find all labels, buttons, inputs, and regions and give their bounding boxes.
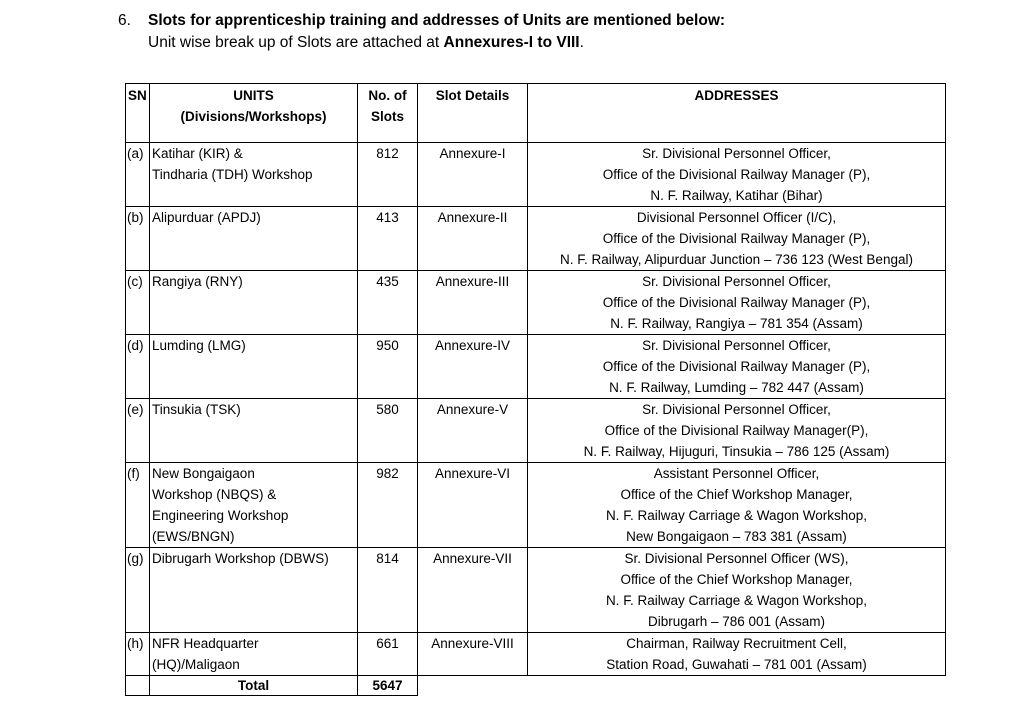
row-sn: (e) — [126, 399, 150, 463]
total-slots: 5647 — [358, 676, 418, 696]
row-unit-line: Lumding (LMG) — [152, 338, 246, 353]
row-slots: 580 — [358, 399, 418, 463]
row-address-line: Dibrugarh – 786 001 (Assam) — [647, 614, 826, 629]
row-sn: (h) — [126, 633, 150, 676]
row-unit-line: Tinsukia (TSK) — [152, 402, 241, 417]
row-slot-details: Annexure-V — [418, 399, 528, 463]
row-address-line: N. F. Railway, Hijuguri, Tinsukia – 786 125 (Assam) — [583, 444, 890, 459]
section-subtitle — [118, 32, 998, 54]
row-address-line: Office of the Divisional Railway Manager(P), — [604, 423, 869, 438]
section-heading — [118, 10, 998, 54]
row-address-line: Office of the Chief Workshop Manager, — [620, 572, 853, 587]
row-unit-line: Dibrugarh Workshop (DBWS) — [152, 551, 329, 566]
header-slots-line2: Slots — [370, 109, 404, 124]
row-sn: (a) — [126, 143, 150, 207]
row-slot-details: Annexure-II — [418, 207, 528, 271]
row-unit — [150, 207, 358, 271]
row-address-line: Divisional Personnel Officer (I/C), — [636, 210, 837, 225]
row-address-line: Office of the Divisional Railway Manager (P), — [602, 295, 871, 310]
row-address-line: N. F. Railway, Alipurduar Junction – 736 123 (West Bengal) — [560, 252, 913, 267]
slots-table — [125, 83, 946, 696]
row-sn: (f) — [126, 463, 150, 548]
row-address — [528, 207, 946, 271]
table-row — [126, 463, 946, 548]
total-sn-cell — [126, 676, 150, 696]
row-address-line: Sr. Divisional Personnel Officer (WS), — [624, 551, 849, 566]
table-row — [126, 207, 946, 271]
row-slots: 413 — [358, 207, 418, 271]
row-address-line: N. F. Railway, Katihar (Bihar) — [650, 188, 823, 203]
row-unit-line: Workshop (NBQS) & — [152, 487, 277, 502]
header-slots — [358, 84, 418, 143]
row-slot-details: Annexure-VII — [418, 548, 528, 633]
row-unit-line: Tindharia (TDH) Workshop — [152, 167, 313, 182]
section-title: Slots for apprenticeship training and addresses of Units are mentioned below: — [148, 12, 726, 29]
header-units-line2: (Divisions/Workshops) — [180, 109, 327, 124]
table-row — [126, 335, 946, 399]
header-units — [150, 84, 358, 143]
row-address-line: Sr. Divisional Personnel Officer, — [642, 402, 831, 417]
row-slots: 814 — [358, 548, 418, 633]
row-slot-details: Annexure-I — [418, 143, 528, 207]
row-address-line: Chairman, Railway Recruitment Cell, — [626, 636, 847, 651]
table-row — [126, 271, 946, 335]
total-label: Total — [150, 676, 358, 696]
row-address-line: New Bongaigaon – 783 381 (Assam) — [626, 529, 847, 544]
table-row — [126, 633, 946, 676]
row-address — [528, 335, 946, 399]
row-address-line: Office of the Divisional Railway Manager (P), — [602, 231, 871, 246]
row-unit-line: Alipurduar (APDJ) — [152, 210, 261, 225]
row-address — [528, 548, 946, 633]
row-address — [528, 463, 946, 548]
table-header-row — [126, 84, 946, 143]
row-address-line: Office of the Divisional Railway Manager (P), — [602, 167, 871, 182]
row-slot-details: Annexure-VI — [418, 463, 528, 548]
row-sn: (b) — [126, 207, 150, 271]
subtitle-prefix: Unit wise break up of Slots are attached at — [148, 34, 444, 51]
total-row — [126, 676, 946, 696]
row-slots: 435 — [358, 271, 418, 335]
row-sn: (g) — [126, 548, 150, 633]
row-slots: 661 — [358, 633, 418, 676]
row-unit — [150, 399, 358, 463]
row-address-line: N. F. Railway, Lumding – 782 447 (Assam) — [609, 380, 864, 395]
row-slots: 950 — [358, 335, 418, 399]
table-row — [126, 548, 946, 633]
row-address — [528, 633, 946, 676]
table-row — [126, 143, 946, 207]
row-unit-line: Katihar (KIR) & — [152, 146, 243, 161]
row-unit-line: (EWS/BNGN) — [152, 529, 235, 544]
row-address — [528, 399, 946, 463]
row-address-line: Assistant Personnel Officer, — [653, 466, 820, 481]
row-slot-details: Annexure-VIII — [418, 633, 528, 676]
row-address-line: N. F. Railway Carriage & Wagon Workshop, — [605, 508, 868, 523]
header-sn: SN — [126, 84, 150, 143]
row-address-line: Office of the Divisional Railway Manager (P), — [602, 359, 871, 374]
row-address-line: N. F. Railway, Rangiya – 781 354 (Assam) — [610, 316, 863, 331]
row-slot-details: Annexure-III — [418, 271, 528, 335]
row-unit-line: Rangiya (RNY) — [152, 274, 243, 289]
row-address-line: Sr. Divisional Personnel Officer, — [642, 146, 831, 161]
row-unit — [150, 335, 358, 399]
header-slots-line1: No. of — [368, 88, 407, 103]
row-sn: (d) — [126, 335, 150, 399]
total-empty — [418, 676, 528, 696]
row-address-line: Sr. Divisional Personnel Officer, — [642, 338, 831, 353]
subtitle-bold: Annexures-I to VIII — [443, 34, 580, 51]
table-body — [126, 143, 946, 676]
row-address-line: N. F. Railway Carriage & Wagon Workshop, — [605, 593, 868, 608]
row-address-line: Station Road, Guwahati – 781 001 (Assam) — [606, 657, 867, 672]
row-unit — [150, 143, 358, 207]
row-unit-line: (HQ)/Maligaon — [152, 657, 240, 672]
row-address-line: Sr. Divisional Personnel Officer, — [642, 274, 831, 289]
row-slots: 982 — [358, 463, 418, 548]
header-addresses: ADDRESSES — [528, 84, 946, 143]
row-address-line: Office of the Chief Workshop Manager, — [620, 487, 853, 502]
header-units-line1: UNITS — [233, 88, 274, 103]
subtitle-suffix: . — [579, 34, 584, 51]
row-slot-details: Annexure-IV — [418, 335, 528, 399]
row-unit — [150, 548, 358, 633]
table-row — [126, 399, 946, 463]
row-sn: (c) — [126, 271, 150, 335]
row-unit — [150, 633, 358, 676]
row-unit — [150, 463, 358, 548]
row-address — [528, 271, 946, 335]
row-unit — [150, 271, 358, 335]
header-slot-details: Slot Details — [418, 84, 528, 143]
heading-title-line — [118, 10, 998, 32]
section-number: 6. — [118, 12, 131, 29]
row-address — [528, 143, 946, 207]
row-slots: 812 — [358, 143, 418, 207]
row-unit-line: Engineering Workshop — [152, 508, 289, 523]
total-empty — [528, 676, 946, 696]
row-unit-line: New Bongaigaon — [152, 466, 255, 481]
row-unit-line: NFR Headquarter — [152, 636, 259, 651]
